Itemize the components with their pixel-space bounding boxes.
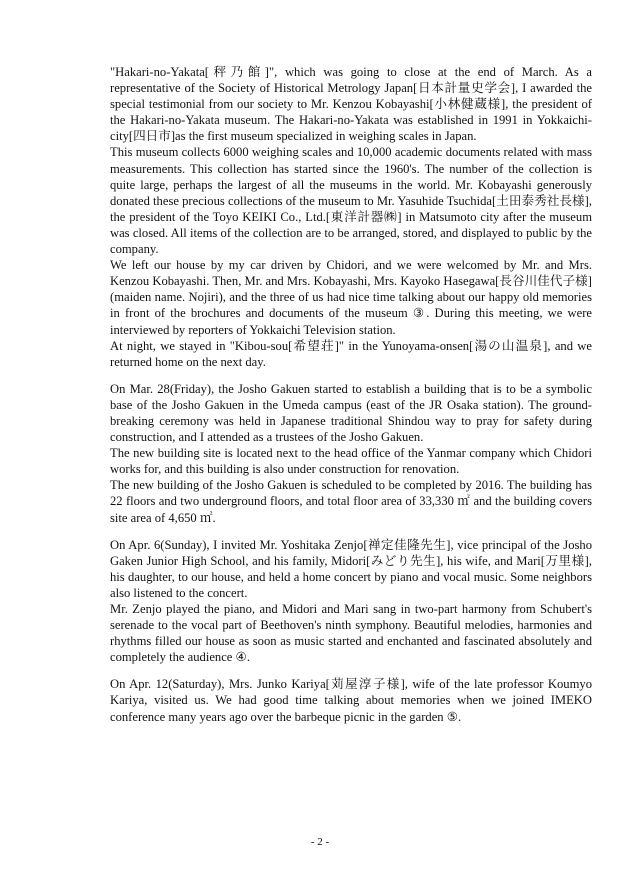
paragraph: "Hakari-no-Yakata[秤乃館]", which was going to close at the end of March. As a representative of the Society of Historical Metrology Japan[日本計量史学会], I awarded the special testimonial from our society to Mr. Kenzou Kobayashi[小林健蔵様], the president of the Hakari-no-Yakata museum. The Hakari-no-Yakata was established in 1991 in Yokkaichi-city[四日市]as the first museum specialized in weighing scales in Japan.: [110, 65, 592, 144]
paragraph: The new building of the Josho Gakuen is scheduled to be completed by 2016. The building has 22 floors and two underground floors, and total floor area of 33,330 ㎡ and the building covers site area of 4,650 ㎡.: [110, 478, 592, 525]
paragraph: At night, we stayed in "Kibou-sou[希望荘]" in the Yunoyama-onsen[湯の山温泉], and we returned home on the next day.: [110, 338, 592, 369]
section-divider-space: [110, 526, 592, 537]
section-divider-space: [110, 370, 592, 381]
paragraph: This museum collects 6000 weighing scales and 10,000 academic documents related with mass measurements. This collection has started since the 1960's. The number of the collection is quite large, perhaps the largest of all the museums in the world. Mr. Kobayashi generously donated these precious collections of the museum to Mr. Yasuhide Tsuchida[土田泰秀社長様], the president of the Toyo KEIKI Co., Ltd.[東洋計器㈱] in Matsumoto city after the museum was closed. All items of the collection are to be arranged, stored, and displayed to public by the company.: [110, 145, 592, 257]
paragraph: On Mar. 28(Friday), the Josho Gakuen started to establish a building that is to be a symbolic base of the Josho Gakuen in the Umeda campus (east of the JR Osaka station). The ground-breaking ceremony was held in Japanese traditional Shindou way to pray for safety during construction, and I attended as a trustees of the Josho Gakuen.: [110, 381, 592, 445]
section-josho-gakuen: [110, 381, 592, 526]
document-body: [110, 64, 592, 725]
paragraph: On Apr. 6(Sunday), I invited Mr. Yoshitaka Zenjo[禅定佳隆先生], vice principal of the Josho Gaken Junior High School, and his family, Midori[みどり先生], his wife, and Mari[万里様], his daughter, to our house, and held a home concert by piano and vocal music. Some neighbors also listened to the concert.: [110, 537, 592, 600]
paragraph: Mr. Zenjo played the piano, and Midori and Mari sang in two-part harmony from Schubert's serenade to the vocal part of Beethoven's ninth symphony. Beautiful melodies, harmonies and rhythms filled our house as soon as music started and enchanted and fascinated absolutely and completely the audience ④.: [110, 602, 592, 665]
paragraph: On Apr. 12(Saturday), Mrs. Junko Kariya[苅屋淳子様], wife of the late professor Koumyo Kariya, visited us. We had good time talking about memories when we joined IMEKO conference many years ago over the barbeque picnic in the garden ⑤.: [110, 677, 592, 724]
paragraph: The new building site is located next to the head office of the Yanmar company which Chidori works for, and this building is also under construction for renovation.: [110, 446, 592, 477]
section-hakari-no-yakata: [110, 64, 592, 370]
section-kariya-visit: [110, 676, 592, 724]
section-home-concert: [110, 537, 592, 666]
page-number: - 2 -: [310, 836, 330, 848]
section-divider-space: [110, 665, 592, 676]
paragraph: We left our house by my car driven by Chidori, and we were welcomed by Mr. and Mrs. Kenzou Kobayashi. Then, Mr. and Mrs. Kobayashi, Mrs. Kayoko Hasegawa[長谷川佳代子様] (maiden name. Nojiri), and the three of us had nice time talking about our happy old memories in front of the brochures and documents of the museum ③. During this meeting, we were interviewed by reporters of Yokkaichi Television station.: [110, 258, 592, 337]
